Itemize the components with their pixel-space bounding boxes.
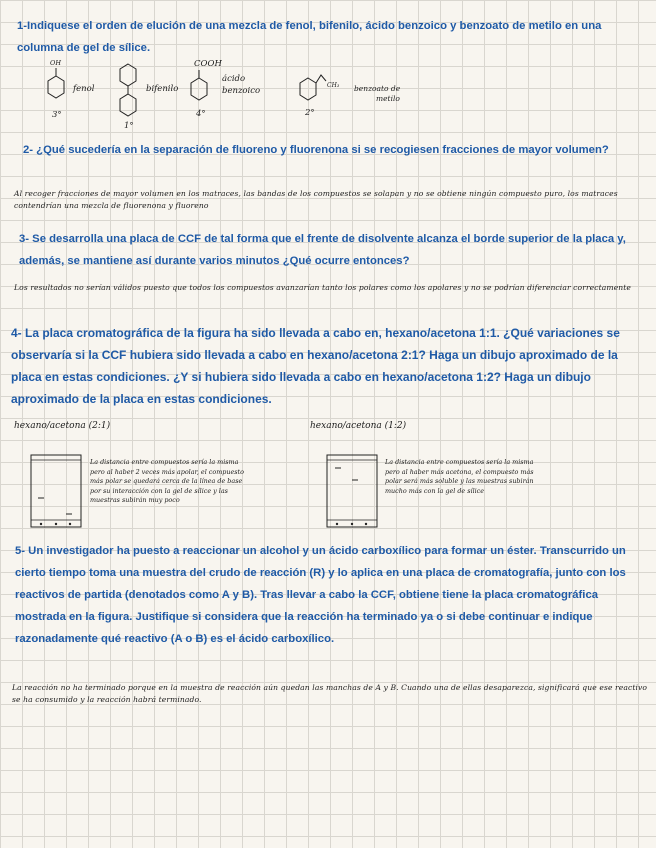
tlc-left-label: hexano/acetona (2:1) [14, 421, 111, 431]
tlc-right-label: hexano/acetona (1:2) [310, 421, 407, 431]
benzoic-name-line1: ácido [222, 74, 246, 84]
ester-group-label: CH₃ [327, 82, 340, 89]
question-2-answer: Al recoger fracciones de mayor volumen en los matraces, las bandas de los compuestos se solapan y no se obtiene ningún compuesto puro, los matraces contendrían una mezcla de fluorenona y fluoreno [14, 189, 618, 210]
question-5-answer: La reacción no ha terminado porque en la muestra de reacción aún quedan las manchas de A y B. Cuando una de ellas desaparezca, significará que ese reactivo se ha consumido y la reacción habrá terminado. [12, 683, 648, 704]
ester-order: 2° [305, 108, 315, 118]
benzoic-order: 4° [196, 109, 206, 119]
tlc-plate-2-1 [30, 454, 82, 528]
phenol-structure [46, 66, 66, 106]
phenol-order: 3° [52, 110, 62, 120]
benzoic-acid-structure [189, 70, 209, 106]
question-5-text: 5- Un investigador ha puesto a reaccionar un alcohol y un ácido carboxílico para formar un éster. Transcurrido un cierto tiempo toma una muestra del crudo de reacción (R) y lo aplica en una placa de cromatografía, junto con los reactivos de partida (denotados como A y B). Tras llevar a cabo la CCF, obtiene tiene la placa cromatográfica mostrada en la figura. Justifique si considera que la reacción ha terminado ya o si debe continuar e indique razonadamente qué reactivo (A o B) es el ácido carboxílico. [15, 545, 626, 645]
phenol-group-label: OH [50, 59, 61, 67]
ester-name-line1: benzoato de [354, 84, 401, 93]
question-3-answer: Los resultados no serían válidos puesto que todos los compuestos avanzarían tanto los polares como los apolares y no se podrían diferenciar correctamente [14, 283, 632, 292]
tlc-plate-1-2 [326, 454, 378, 528]
question-4-text: 4- La placa cromatográfica de la figura ha sido llevada a cabo en, hexano/acetona 1:1. ¿Qué variaciones se observaría si la CCF hubiera sido llevada a cabo en hexano/acetona 2:1? Haga un dibujo aproximado de la placa en estas condiciones. ¿Y si hubiera sido llevada a cabo en hexano/acetona 1:2? Haga un dibujo aproximado de la placa en estas condiciones. [11, 326, 620, 406]
question-3-text: 3- Se desarrolla una placa de CCF de tal forma que el frente de disolvente alcanza el borde superior de la placa y, además, se mantiene así durante varios minutos ¿Qué ocurre entonces? [19, 233, 626, 267]
phenol-name: fenol [73, 84, 95, 94]
ester-name-line2: metilo [376, 94, 400, 103]
question-2-text: 2- ¿Qué sucedería en la separación de fluoreno y fluorenona si se recogiesen fracciones de mayor volumen? [23, 144, 609, 156]
question-1-text: 1-Indiquese el orden de elución de una mezcla de fenol, bifenilo, ácido benzoico y benzoato de metilo en una columna de gel de sílice. [17, 20, 602, 54]
tlc-left-note: La distancia entre compuestos sería la misma pero al haber 2 veces más apolar, el compuesto más polar se quedará cerca de la línea de base por su interacción con la gel de sílice y las muestras subirán muy poco [90, 458, 244, 505]
biphenyl-structure [118, 62, 138, 122]
benzoic-group-label: COOH [194, 59, 222, 69]
biphenyl-name: bifenilo [146, 84, 179, 94]
biphenyl-order: 1° [124, 121, 134, 131]
tlc-right-note: La distancia entre compuestos sería la misma pero al haber más acetona, el compuesto más polar será más soluble y las muestras subirán mucho más con la gel de sílice [385, 458, 534, 495]
benzoic-name-line2: benzoico [222, 86, 261, 96]
